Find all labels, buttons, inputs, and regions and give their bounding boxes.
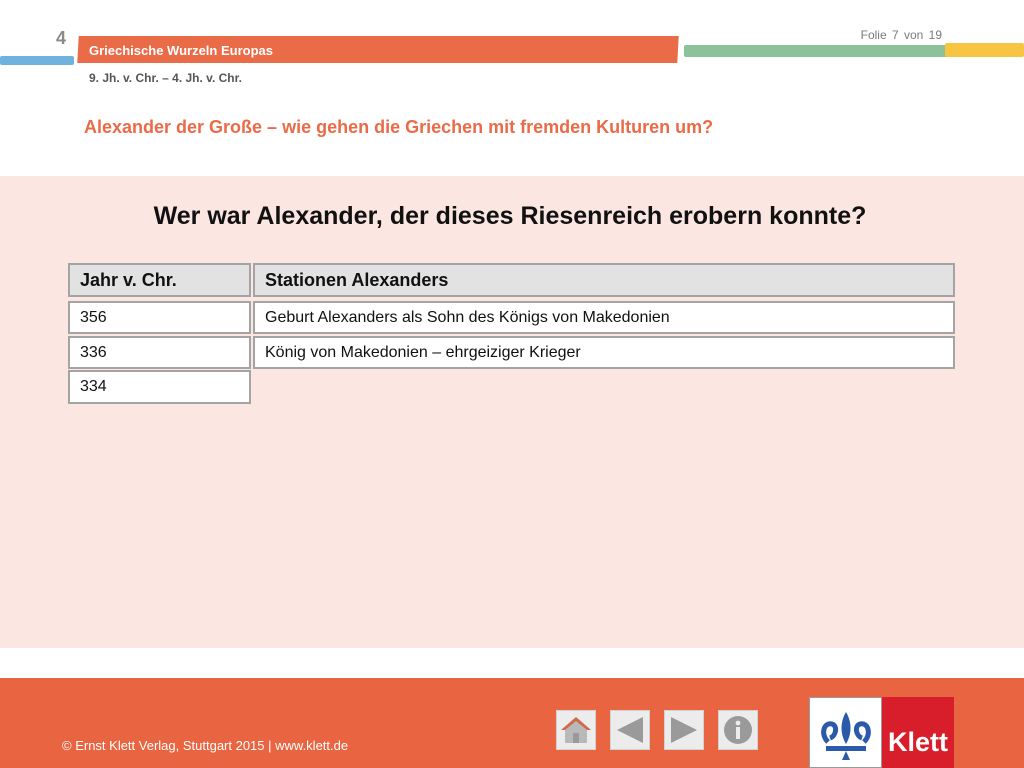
station-cell: Geburt Alexanders als Sohn des Königs von Makedonien: [253, 301, 955, 334]
klett-wordmark-box: [882, 697, 954, 768]
arrow-left-icon: [614, 715, 646, 745]
arrow-right-icon: [668, 715, 700, 745]
year-cell: 356: [68, 301, 251, 334]
footer-bar: [0, 678, 1024, 768]
time-range: 9. Jh. v. Chr. – 4. Jh. v. Chr.: [89, 71, 242, 85]
klett-emblem-icon: [816, 704, 876, 762]
home-button[interactable]: [556, 710, 596, 750]
slide-subtitle: Alexander der Große – wie gehen die Griechen mit fremden Kulturen um?: [84, 117, 714, 137]
decor-stripe-green: [684, 45, 954, 57]
chapter-title: Griechische Wurzeln Europas: [89, 43, 273, 58]
klett-emblem: [809, 697, 882, 768]
info-button[interactable]: [718, 710, 758, 750]
info-icon: [722, 714, 754, 746]
previous-button[interactable]: [610, 710, 650, 750]
klett-wordmark: Klett: [888, 727, 948, 757]
content-panel: [0, 176, 1024, 648]
question-heading: Wer war Alexander, der dieses Riesenreich erobern konnte?: [153, 202, 867, 230]
home-icon: [559, 715, 593, 745]
copyright-text: © Ernst Klett Verlag, Stuttgart 2015 | www.klett.de: [62, 738, 349, 753]
decor-stripe-yellow: [945, 43, 1024, 57]
table-header-stations: Stationen Alexanders: [253, 263, 955, 297]
table-header-year: Jahr v. Chr.: [68, 263, 251, 297]
decor-stripe-blue: [0, 56, 74, 65]
year-cell: 336: [68, 336, 251, 369]
station-cell: König von Makedonien – ehrgeiziger Krieger: [253, 336, 955, 369]
next-button[interactable]: [664, 710, 704, 750]
year-cell: 334: [68, 370, 251, 404]
chapter-number: 4: [56, 28, 67, 48]
slide-counter: Folie 7 von 19: [860, 28, 942, 42]
klett-logo: [809, 697, 954, 768]
